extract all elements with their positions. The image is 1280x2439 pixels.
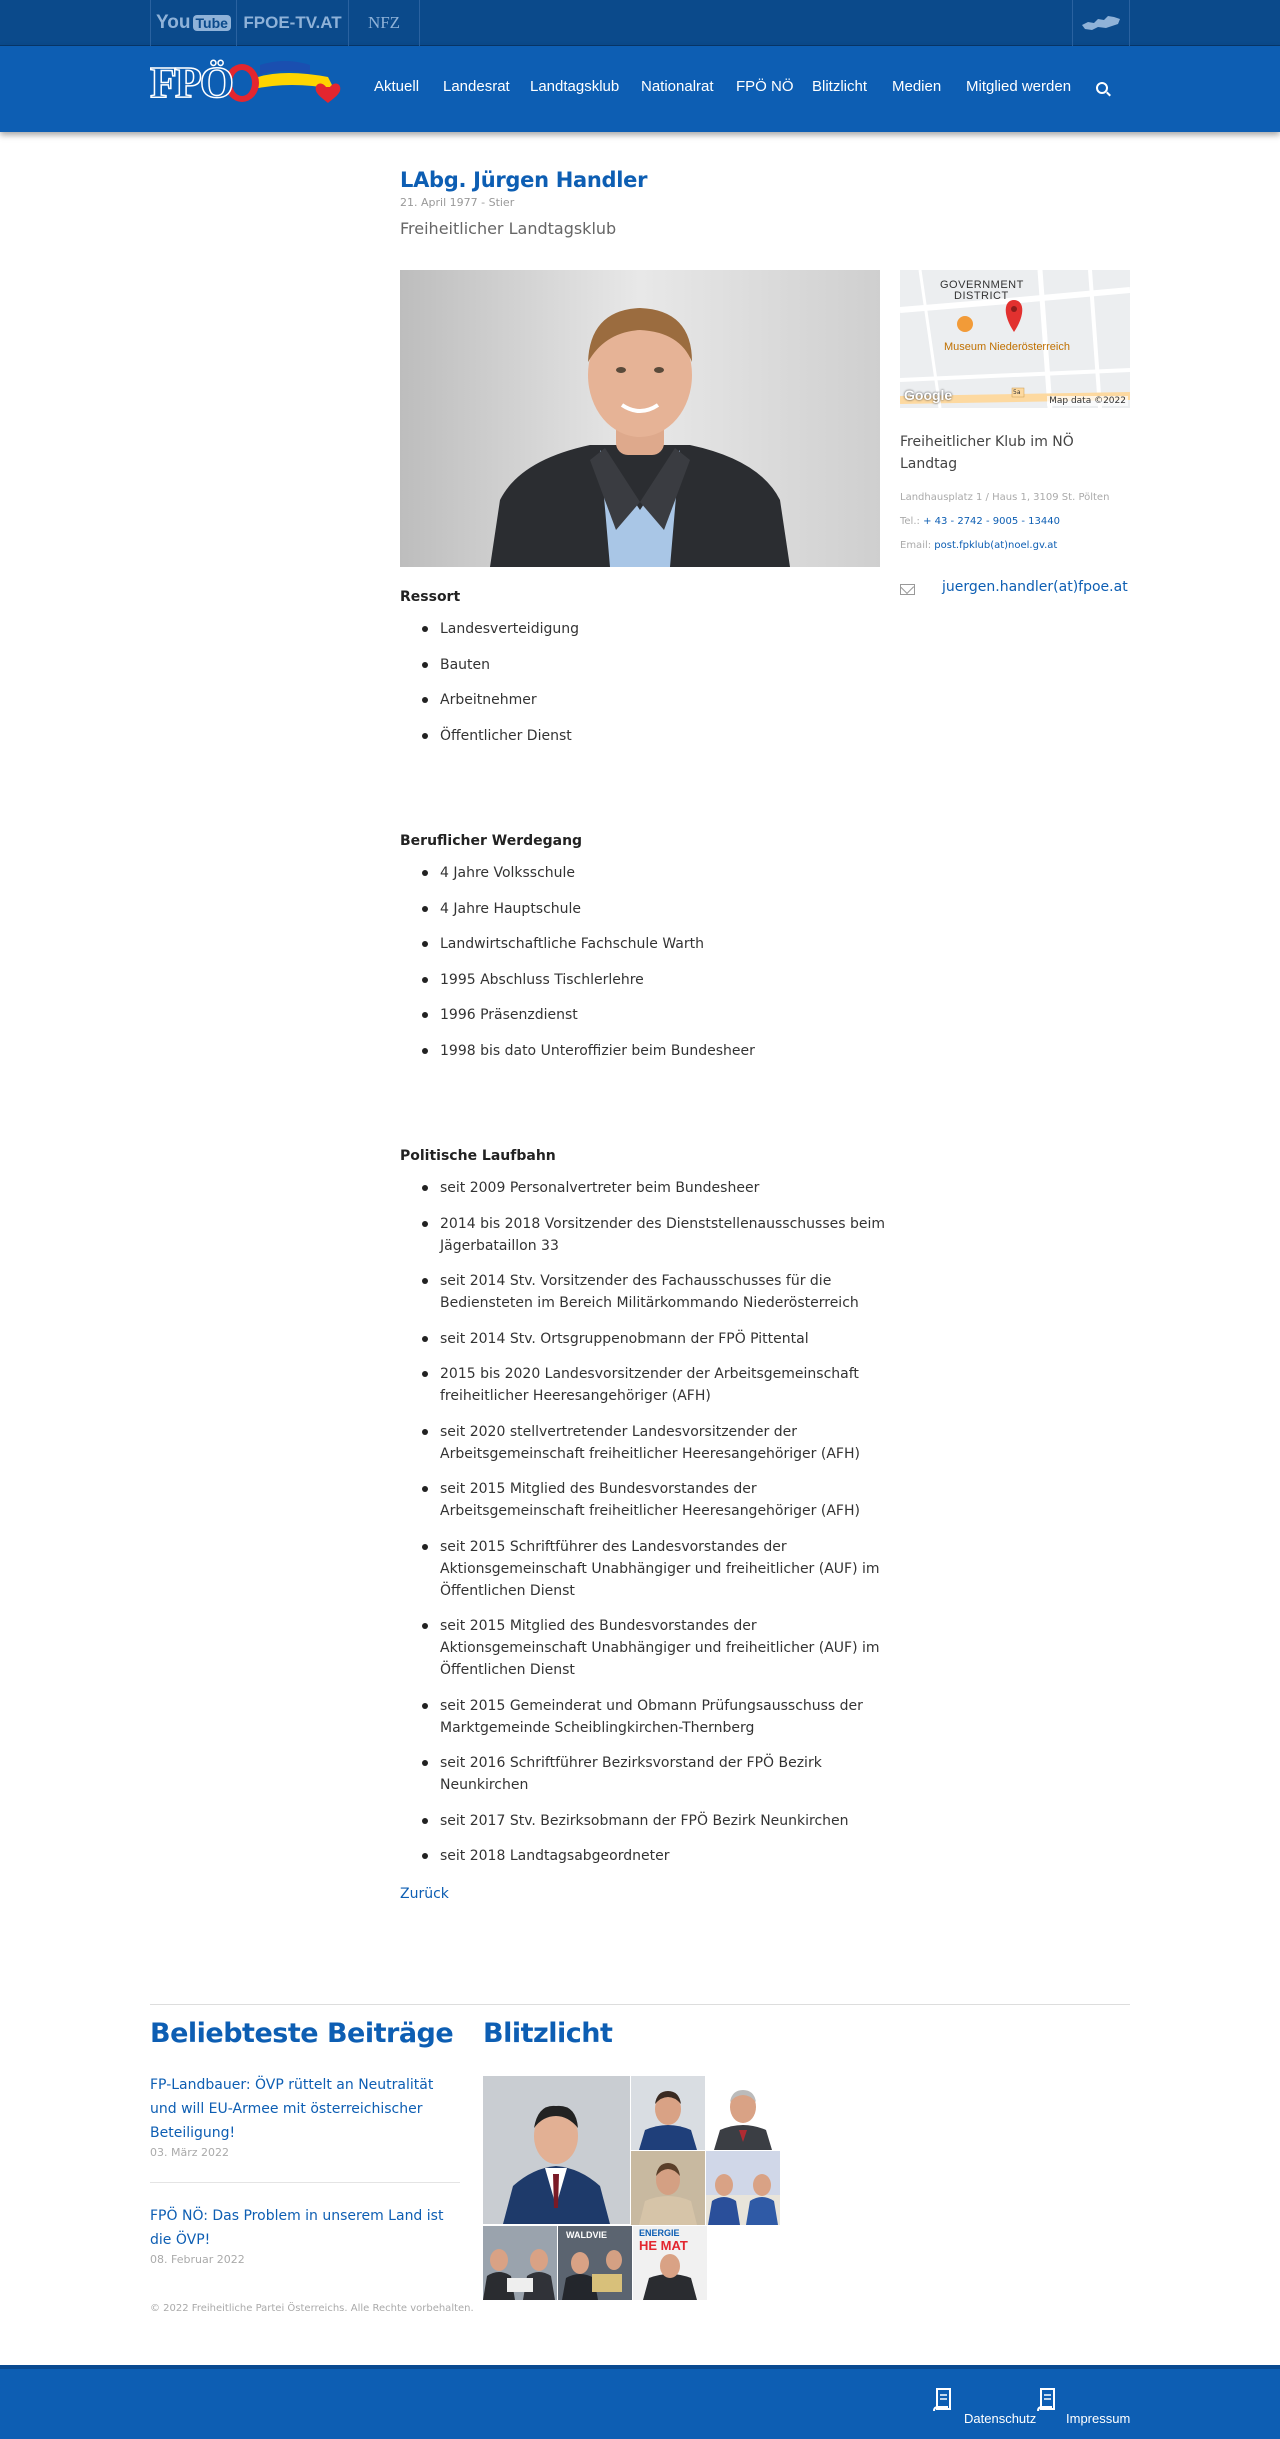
nav-item-landtagsklub[interactable]: Landtagsklub (530, 78, 620, 95)
document-icon (1036, 2387, 1058, 2415)
main-content (400, 168, 1130, 1902)
document-icon (932, 2387, 954, 2415)
main-navbar (0, 46, 1280, 132)
blitzlicht-thumb-label: ENERGIE (639, 2228, 680, 2238)
ressort-section (400, 589, 890, 760)
club-contact-details (900, 486, 1109, 558)
list-item: seit 2015 Schriftführer des Landesvorstandes der Aktionsgemeinschaft Unabhängiger und freiheitlicher (AUF) im Öffentlichen Dienst (400, 1536, 890, 1602)
list-item: 4 Jahre Volksschule (400, 862, 890, 884)
datenschutz-link[interactable]: Datenschutz (964, 2411, 1037, 2426)
list-item: seit 2020 stellvertretender Landesvorsitzender der Arbeitsgemeinschaft freiheitlicher Heeresangehöriger (AFH) (400, 1421, 890, 1465)
ressort-list (400, 618, 890, 747)
google-logo: Google (904, 387, 953, 403)
club-name: Freiheitlicher Landtagsklub (400, 219, 617, 238)
tel-link[interactable]: + 43 - 2742 - 9005 - 13440 (923, 516, 1060, 527)
blitzlicht-heading: Blitzlicht (483, 2018, 613, 2049)
club-address: Landhausplatz 1 / Haus 1, 3109 St. Pölten (900, 492, 1110, 503)
nav-item-blitzlicht[interactable]: Blitzlicht (812, 78, 868, 95)
blitzlicht-thumb[interactable] (631, 2076, 705, 2150)
youtube-link[interactable] (150, 0, 236, 46)
list-item: seit 2014 Stv. Ortsgruppenobmann der FPÖ Pittental (400, 1328, 890, 1350)
email-label: Email: (900, 540, 935, 551)
popular-post (150, 2073, 460, 2159)
youtube-tube-label: Tube (193, 15, 231, 31)
ressort-heading: Ressort (400, 589, 461, 605)
blitzlicht-thumb[interactable] (631, 2151, 705, 2225)
youtube-label: You (156, 12, 191, 33)
list-item: 2014 bis 2018 Vorsitzender des Dienststellenausschusses beim Jägerbataillon 33 (400, 1213, 890, 1257)
top-bar (0, 0, 1280, 46)
map-badge: 5a (1013, 389, 1021, 396)
footer-divider (150, 2004, 1130, 2005)
list-item: Öffentlicher Dienst (400, 725, 890, 747)
laufbahn-heading: Politische Laufbahn (400, 1148, 556, 1164)
impressum-link[interactable]: Impressum (1066, 2411, 1131, 2426)
club-email-link[interactable]: post.fpklub(at)noel.gv.at (934, 540, 1058, 551)
personal-email-link[interactable]: juergen.handler(at)fpoe.at (942, 579, 1128, 595)
back-link[interactable]: Zurück (400, 1886, 449, 1902)
blitzlicht-thumb-label: HE MAT (639, 2238, 688, 2253)
page-title: LAbg. Jürgen Handler (400, 168, 648, 192)
location-map[interactable] (900, 270, 1130, 408)
list-item: seit 2018 Landtagsabgeordneter (400, 1845, 890, 1867)
popular-post-date: 03. März 2022 (150, 2146, 230, 2159)
nav-item-aktuell[interactable]: Aktuell (374, 78, 420, 95)
werdegang-heading: Beruflicher Werdegang (400, 833, 583, 849)
fpoe-tv-link[interactable]: FPOE-TV.AT (236, 0, 348, 46)
blitzlicht-thumb-label: WALDVIE (566, 2230, 608, 2240)
list-item: seit 2015 Mitglied des Bundesvorstandes der Aktionsgemeinschaft Unabhängiger und freiheitlicher (AUF) im Öffentlichen Dienst (400, 1615, 890, 1681)
post-separator (150, 2182, 460, 2183)
nav-menu (0, 46, 1280, 132)
blitzlicht-thumb[interactable] (706, 2151, 780, 2225)
popular-post (150, 2204, 460, 2266)
werdegang-list (400, 862, 890, 1062)
austria-map-icon[interactable] (1072, 0, 1130, 46)
list-item: seit 2017 Stv. Bezirksobmann der FPÖ Bezirk Neunkirchen (400, 1810, 890, 1832)
list-item: seit 2009 Personalvertreter beim Bundesheer (400, 1177, 890, 1199)
list-item: seit 2014 Stv. Vorsitzender des Fachausschusses für die Bediensteten im Bereich Militärkommando Niederösterreich (400, 1270, 890, 1314)
club-contact-name: Freiheitlicher Klub im NÖ Landtag (900, 434, 1074, 472)
blitzlicht-thumb[interactable] (483, 2226, 557, 2300)
profile-photo (400, 270, 880, 567)
list-item: seit 2016 Schriftführer Bezirksvorstand der FPÖ Bezirk Neunkirchen (400, 1752, 890, 1796)
nav-item-landesrat[interactable]: Landesrat (443, 78, 510, 95)
birth-date: 21. April 1977 - Stier (400, 196, 515, 209)
nav-item-mitglied-werden[interactable]: Mitglied werden (966, 78, 1072, 95)
search-icon[interactable] (1096, 82, 1108, 94)
tel-label: Tel.: (900, 516, 924, 527)
map-data-label: Map data ©2022 (1049, 396, 1126, 406)
popular-post-link[interactable]: FP-Landbauer: ÖVP rüttelt an Neutralität und will EU-Armee mit österreichischer Beteiligung! (150, 2077, 434, 2141)
list-item: 1996 Präsenzdienst (400, 1004, 890, 1026)
laufbahn-section (400, 1148, 890, 1881)
blitzlicht-thumb[interactable] (633, 2226, 707, 2300)
envelope-icon (900, 584, 915, 595)
list-item: 1998 bis dato Unteroffizier beim Bundesheer (400, 1040, 890, 1062)
nfz-link[interactable]: NFZ (348, 0, 420, 46)
nav-item-fpoe-noe[interactable]: FPÖ NÖ (736, 78, 794, 95)
list-item: 2015 bis 2020 Landesvorsitzender der Arbeitsgemeinschaft freiheitlicher Heeresangehöriger (AFH) (400, 1363, 890, 1407)
list-item: 4 Jahre Hauptschule (400, 898, 890, 920)
list-item: 1995 Abschluss Tischlerlehre (400, 969, 890, 991)
map-district-label: GOVERNMENT (940, 279, 1024, 291)
popular-post-date: 08. Februar 2022 (150, 2253, 245, 2266)
list-item: Bauten (400, 654, 890, 676)
list-item: Landwirtschaftliche Fachschule Warth (400, 933, 890, 955)
blitzlicht-thumb[interactable] (483, 2076, 630, 2224)
nav-item-nationalrat[interactable]: Nationalrat (641, 78, 714, 95)
map-district-label-2: DISTRICT (954, 290, 1009, 302)
list-item: seit 2015 Gemeinderat und Obmann Prüfungsausschuss der Marktgemeinde Scheiblingkirchen-Thernberg (400, 1695, 890, 1739)
map-museum-label: Museum Niederösterreich (944, 341, 1070, 353)
werdegang-section (400, 833, 890, 1075)
popular-post-link[interactable]: FPÖ NÖ: Das Problem in unserem Land ist die ÖVP! (150, 2208, 444, 2248)
site-footer (0, 2365, 1280, 2439)
laufbahn-list (400, 1177, 890, 1867)
list-item: seit 2015 Mitglied des Bundesvorstandes der Arbeitsgemeinschaft freiheitlicher Heeresangehöriger (AFH) (400, 1478, 890, 1522)
popular-heading: Beliebteste Beiträge (150, 2018, 454, 2049)
logo-text: FPÖ (150, 58, 232, 107)
blitzlicht-thumb[interactable] (706, 2076, 780, 2150)
copyright: © 2022 Freiheitliche Partei Österreichs. Alle Rechte vorbehalten. (150, 2303, 474, 2314)
list-item: Arbeitnehmer (400, 689, 890, 711)
blitzlicht-thumb[interactable] (558, 2226, 632, 2300)
nav-item-medien[interactable]: Medien (892, 78, 942, 95)
list-item: Landesverteidigung (400, 618, 890, 640)
